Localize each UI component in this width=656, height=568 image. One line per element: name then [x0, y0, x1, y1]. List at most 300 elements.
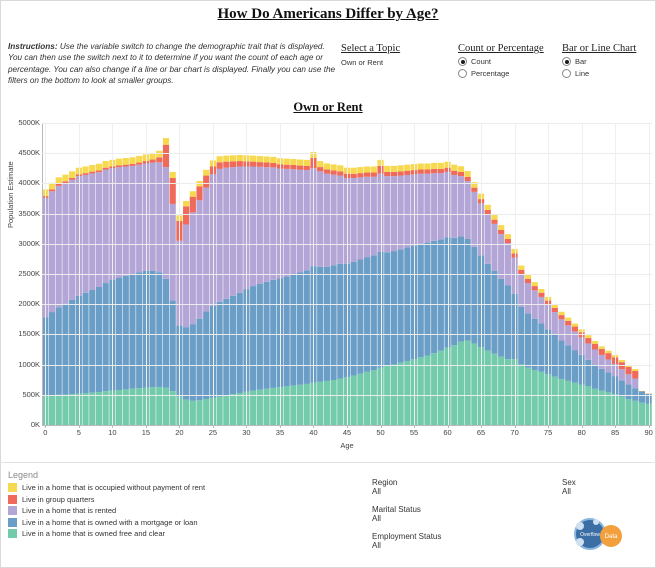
bar-group[interactable] — [62, 175, 68, 425]
bar-segment[interactable] — [558, 340, 564, 379]
bar-segment[interactable] — [525, 275, 531, 279]
bar-group[interactable] — [123, 158, 129, 425]
bar-segment[interactable] — [237, 293, 243, 393]
bar-segment[interactable] — [518, 266, 524, 270]
bar-segment[interactable] — [599, 355, 605, 369]
bar-segment[interactable] — [619, 362, 625, 369]
bar-segment[interactable] — [485, 264, 491, 351]
bar-segment[interactable] — [284, 169, 290, 277]
bar-segment[interactable] — [116, 159, 122, 166]
filters-panel[interactable] — [372, 478, 522, 559]
bar-segment[interactable] — [317, 382, 323, 425]
bar-segment[interactable] — [150, 163, 156, 271]
bar-group[interactable] — [136, 156, 142, 425]
bar-group[interactable] — [116, 159, 122, 425]
bar-segment[interactable] — [451, 171, 457, 175]
bar-group[interactable] — [304, 160, 310, 425]
bar-segment[interactable] — [230, 155, 236, 161]
bar-segment[interactable] — [384, 252, 390, 366]
bar-segment[interactable] — [532, 370, 538, 425]
bar-segment[interactable] — [431, 169, 437, 173]
bar-segment[interactable] — [371, 370, 377, 425]
bar-segment[interactable] — [103, 161, 109, 168]
bar-group[interactable] — [619, 360, 625, 425]
bar-segment[interactable] — [62, 304, 68, 395]
legend-item[interactable] — [8, 506, 338, 515]
bar-segment[interactable] — [605, 351, 611, 353]
bar-segment[interactable] — [82, 293, 88, 393]
bar-segment[interactable] — [404, 361, 410, 425]
bar-segment[interactable] — [357, 173, 363, 177]
bar-segment[interactable] — [190, 401, 196, 425]
bar-segment[interactable] — [69, 180, 75, 300]
radio-option-count[interactable] — [458, 57, 558, 66]
bar-group[interactable] — [505, 234, 511, 425]
bar-segment[interactable] — [605, 353, 611, 359]
bar-group[interactable] — [518, 266, 524, 425]
bar-group[interactable] — [371, 166, 377, 425]
bar-segment[interactable] — [82, 166, 88, 173]
bar-segment[interactable] — [183, 206, 189, 224]
bar-segment[interactable] — [592, 344, 598, 350]
bar-segment[interactable] — [337, 176, 343, 264]
bar-segment[interactable] — [498, 279, 504, 357]
bar-segment[interactable] — [96, 287, 102, 392]
bar-segment[interactable] — [96, 172, 102, 287]
bar-group[interactable] — [196, 181, 202, 425]
bar-segment[interactable] — [284, 159, 290, 165]
bar-segment[interactable] — [163, 279, 169, 388]
bar-segment[interactable] — [505, 359, 511, 425]
bar-segment[interactable] — [337, 171, 343, 175]
bar-segment[interactable] — [290, 165, 296, 169]
bar-segment[interactable] — [639, 391, 645, 402]
bar-segment[interactable] — [183, 327, 189, 399]
bar-segment[interactable] — [129, 157, 135, 164]
bar-segment[interactable] — [418, 170, 424, 174]
bar-segment[interactable] — [565, 321, 571, 326]
bar-segment[interactable] — [163, 388, 169, 425]
bar-segment[interactable] — [203, 399, 209, 425]
bar-segment[interactable] — [552, 308, 558, 312]
bar-group[interactable] — [217, 156, 223, 425]
bar-segment[interactable] — [532, 286, 538, 290]
bar-segment[interactable] — [404, 175, 410, 247]
bar-segment[interactable] — [170, 178, 176, 204]
bar-segment[interactable] — [297, 385, 303, 425]
bar-segment[interactable] — [297, 160, 303, 166]
legend-item[interactable] — [8, 518, 338, 527]
bar-segment[interactable] — [203, 170, 209, 176]
bar-segment[interactable] — [337, 378, 343, 425]
bar-segment[interactable] — [170, 204, 176, 301]
bar-segment[interactable] — [150, 271, 156, 388]
bar-segment[interactable] — [324, 163, 330, 169]
bar-segment[interactable] — [156, 387, 162, 425]
bar-segment[interactable] — [317, 167, 323, 171]
bar-group[interactable] — [150, 153, 156, 425]
bar-segment[interactable] — [331, 164, 337, 170]
bar-group[interactable] — [451, 165, 457, 425]
bar-segment[interactable] — [398, 176, 404, 250]
bar-segment[interactable] — [585, 386, 591, 425]
bar-group[interactable] — [632, 369, 638, 425]
bar-segment[interactable] — [418, 244, 424, 358]
bar-group[interactable] — [364, 166, 370, 425]
bar-segment[interactable] — [103, 391, 109, 425]
bar-segment[interactable] — [297, 166, 303, 170]
bar-group[interactable] — [331, 164, 337, 425]
bar-segment[interactable] — [89, 290, 95, 393]
bar-group[interactable] — [431, 163, 437, 425]
bar-segment[interactable] — [230, 161, 236, 167]
bar-segment[interactable] — [538, 293, 544, 297]
bar-segment[interactable] — [619, 360, 625, 362]
bar-segment[interactable] — [431, 163, 437, 169]
bar-segment[interactable] — [538, 289, 544, 293]
bar-group[interactable] — [438, 163, 444, 425]
bar-segment[interactable] — [558, 319, 564, 340]
bar-segment[interactable] — [324, 170, 330, 174]
bar-group[interactable] — [190, 191, 196, 425]
bar-segment[interactable] — [284, 276, 290, 386]
bar-group[interactable] — [156, 151, 162, 425]
bar-segment[interactable] — [290, 169, 296, 274]
bar-segment[interactable] — [532, 319, 538, 370]
bar-segment[interactable] — [518, 307, 524, 365]
bar-segment[interactable] — [505, 234, 511, 239]
bar-segment[interactable] — [592, 350, 598, 365]
bar-segment[interactable] — [418, 163, 424, 169]
bar-segment[interactable] — [49, 395, 55, 425]
bar-segment[interactable] — [592, 365, 598, 389]
bar-group[interactable] — [297, 160, 303, 425]
bar-segment[interactable] — [424, 356, 430, 425]
bar-segment[interactable] — [284, 386, 290, 425]
bar-segment[interactable] — [297, 272, 303, 384]
bar-segment[interactable] — [485, 205, 491, 210]
bar-segment[interactable] — [156, 162, 162, 272]
bar-segment[interactable] — [190, 197, 196, 213]
bar-group[interactable] — [317, 161, 323, 425]
bar-segment[interactable] — [599, 349, 605, 355]
bar-segment[interactable] — [250, 156, 256, 162]
radio-icon-line[interactable] — [562, 69, 571, 78]
bar-segment[interactable] — [62, 395, 68, 426]
bar-segment[interactable] — [183, 201, 189, 206]
bar-segment[interactable] — [257, 156, 263, 162]
bar-segment[interactable] — [458, 166, 464, 172]
bar-segment[interactable] — [103, 170, 109, 284]
filter-marital-status[interactable] — [372, 505, 522, 523]
bar-segment[interactable] — [371, 255, 377, 370]
filter-marital-status-value[interactable]: All — [372, 514, 381, 523]
bar-group[interactable] — [592, 341, 598, 425]
filter-region-value[interactable]: All — [372, 487, 381, 496]
bar-segment[interactable] — [639, 403, 645, 425]
bar-segment[interactable] — [565, 318, 571, 321]
bar-group[interactable] — [558, 312, 564, 425]
bar-segment[interactable] — [129, 274, 135, 389]
bar-segment[interactable] — [56, 395, 62, 425]
bar-segment[interactable] — [357, 177, 363, 259]
bar-segment[interactable] — [424, 163, 430, 169]
bar-segment[interactable] — [505, 243, 511, 285]
bar-segment[interactable] — [605, 372, 611, 392]
bar-segment[interactable] — [69, 171, 75, 178]
radio-option-line[interactable] — [562, 69, 652, 78]
bar-segment[interactable] — [625, 385, 631, 400]
bar-segment[interactable] — [418, 357, 424, 425]
bar-segment[interactable] — [485, 351, 491, 425]
bar-segment[interactable] — [491, 224, 497, 271]
bar-segment[interactable] — [203, 188, 209, 312]
bar-segment[interactable] — [518, 274, 524, 307]
bar-segment[interactable] — [565, 345, 571, 381]
bar-segment[interactable] — [384, 166, 390, 172]
bar-segment[interactable] — [391, 172, 397, 176]
bar-group[interactable] — [250, 156, 256, 425]
bar-segment[interactable] — [284, 165, 290, 169]
bar-group[interactable] — [538, 289, 544, 425]
bar-segment[interactable] — [625, 367, 631, 374]
bar-segment[interactable] — [230, 296, 236, 394]
bar-segment[interactable] — [364, 177, 370, 257]
bar-segment[interactable] — [525, 313, 531, 367]
bar-group[interactable] — [163, 138, 169, 425]
bar-segment[interactable] — [471, 247, 477, 344]
bar-group[interactable] — [103, 161, 109, 425]
bar-segment[interactable] — [196, 319, 202, 401]
bar-segment[interactable] — [230, 394, 236, 425]
bar-group[interactable] — [485, 205, 491, 425]
bar-segment[interactable] — [183, 224, 189, 327]
bar-segment[interactable] — [498, 357, 504, 425]
bar-segment[interactable] — [150, 160, 156, 163]
bar-segment[interactable] — [190, 324, 196, 401]
bar-segment[interactable] — [317, 161, 323, 167]
bar-segment[interactable] — [331, 265, 337, 380]
bar-segment[interactable] — [384, 172, 390, 176]
bar-segment[interactable] — [585, 335, 591, 338]
bar-segment[interactable] — [304, 384, 310, 425]
bar-segment[interactable] — [56, 186, 62, 307]
filter-region[interactable] — [372, 478, 522, 496]
bar-segment[interactable] — [491, 271, 497, 354]
bar-group[interactable] — [183, 201, 189, 425]
bar-segment[interactable] — [89, 173, 95, 290]
bar-segment[interactable] — [156, 157, 162, 162]
bar-segment[interactable] — [505, 239, 511, 243]
bar-segment[interactable] — [552, 335, 558, 377]
bar-segment[interactable] — [223, 168, 229, 299]
bar-segment[interactable] — [565, 381, 571, 425]
bar-segment[interactable] — [237, 161, 243, 166]
bar-segment[interactable] — [558, 379, 564, 425]
bar-group[interactable] — [605, 351, 611, 425]
bar-segment[interactable] — [223, 156, 229, 162]
bar-segment[interactable] — [190, 191, 196, 196]
bar-segment[interactable] — [398, 165, 404, 171]
bar-group[interactable] — [69, 171, 75, 425]
bar-segment[interactable] — [398, 249, 404, 363]
bar-segment[interactable] — [404, 165, 410, 171]
bar-segment[interactable] — [465, 181, 471, 239]
bar-segment[interactable] — [96, 170, 102, 172]
bar-segment[interactable] — [498, 225, 504, 230]
bar-group[interactable] — [418, 163, 424, 425]
bar-segment[interactable] — [290, 385, 296, 425]
bar-segment[interactable] — [250, 286, 256, 390]
bar-segment[interactable] — [237, 155, 243, 161]
bar-segment[interactable] — [371, 166, 377, 172]
bar-segment[interactable] — [552, 377, 558, 425]
bar-segment[interactable] — [297, 170, 303, 273]
bar-segment[interactable] — [451, 345, 457, 425]
bar-segment[interactable] — [572, 383, 578, 425]
bar-group[interactable] — [491, 215, 497, 425]
bar-segment[interactable] — [552, 312, 558, 335]
bar-group[interactable] — [284, 159, 290, 425]
bar-segment[interactable] — [458, 237, 464, 342]
bar-segment[interactable] — [398, 171, 404, 175]
bar-group[interactable] — [82, 166, 88, 425]
bar-group[interactable] — [585, 335, 591, 425]
bar-segment[interactable] — [424, 170, 430, 174]
bar-segment[interactable] — [337, 264, 343, 379]
bar-segment[interactable] — [250, 162, 256, 167]
bar-segment[interactable] — [196, 186, 202, 200]
bar-segment[interactable] — [625, 374, 631, 384]
bar-segment[interactable] — [357, 167, 363, 173]
bar-segment[interactable] — [572, 327, 578, 332]
bar-group[interactable] — [458, 166, 464, 425]
bar-segment[interactable] — [357, 374, 363, 425]
bar-group[interactable] — [170, 172, 176, 425]
chart-type-control[interactable] — [562, 43, 652, 78]
bar-segment[interactable] — [49, 191, 55, 312]
bar-segment[interactable] — [96, 392, 102, 425]
bar-segment[interactable] — [250, 166, 256, 286]
bar-segment[interactable] — [458, 176, 464, 236]
radio-option-bar[interactable] — [562, 57, 652, 66]
bar-segment[interactable] — [465, 340, 471, 425]
bar-segment[interactable] — [217, 156, 223, 162]
bar-segment[interactable] — [230, 167, 236, 296]
bar-segment[interactable] — [558, 315, 564, 319]
bar-segment[interactable] — [491, 220, 497, 224]
bar-segment[interactable] — [324, 174, 330, 267]
bar-segment[interactable] — [129, 164, 135, 166]
bar-segment[interactable] — [438, 163, 444, 169]
bar-group[interactable] — [384, 166, 390, 425]
bar-segment[interactable] — [331, 170, 337, 174]
bar-segment[interactable] — [431, 241, 437, 353]
bar-segment[interactable] — [331, 380, 337, 425]
bar-segment[interactable] — [599, 346, 605, 349]
bar-segment[interactable] — [351, 178, 357, 262]
bar-group[interactable] — [351, 168, 357, 425]
radio-icon-bar[interactable] — [562, 57, 571, 66]
bar-segment[interactable] — [257, 284, 263, 390]
bar-group[interactable] — [391, 166, 397, 425]
bar-segment[interactable] — [351, 174, 357, 178]
bar-segment[interactable] — [56, 307, 62, 395]
bar-segment[interactable] — [257, 162, 263, 167]
bar-segment[interactable] — [538, 372, 544, 425]
bar-segment[interactable] — [351, 375, 357, 425]
bar-segment[interactable] — [465, 177, 471, 181]
bar-segment[interactable] — [170, 391, 176, 425]
bar-segment[interactable] — [619, 369, 625, 380]
bar-segment[interactable] — [532, 282, 538, 286]
bar-segment[interactable] — [465, 239, 471, 340]
bar-segment[interactable] — [525, 368, 531, 425]
bar-segment[interactable] — [96, 164, 102, 171]
bar-segment[interactable] — [357, 260, 363, 374]
bar-group[interactable] — [203, 170, 209, 425]
bar-segment[interactable] — [304, 270, 310, 384]
bar-group[interactable] — [398, 165, 404, 425]
bar-segment[interactable] — [304, 160, 310, 166]
bar-segment[interactable] — [223, 395, 229, 425]
bar-group[interactable] — [639, 391, 645, 425]
legend-item[interactable] — [8, 495, 338, 504]
bar-segment[interactable] — [89, 165, 95, 172]
bar-segment[interactable] — [438, 169, 444, 173]
bar-segment[interactable] — [585, 343, 591, 359]
bar-segment[interactable] — [237, 393, 243, 425]
bar-segment[interactable] — [69, 300, 75, 394]
bar-segment[interactable] — [351, 262, 357, 376]
bar-segment[interactable] — [190, 212, 196, 324]
bar-segment[interactable] — [217, 397, 223, 425]
bar-segment[interactable] — [471, 188, 477, 192]
bar-segment[interactable] — [592, 341, 598, 344]
bar-group[interactable] — [572, 324, 578, 425]
radio-option-percentage[interactable] — [458, 69, 558, 78]
bar-segment[interactable] — [163, 138, 169, 145]
bar-group[interactable] — [96, 164, 102, 425]
topic-selected-value[interactable]: Own or Rent — [341, 58, 384, 67]
bar-segment[interactable] — [89, 393, 95, 425]
bar-segment[interactable] — [619, 397, 625, 425]
bar-segment[interactable] — [62, 175, 68, 182]
bar-segment[interactable] — [150, 387, 156, 425]
bar-segment[interactable] — [136, 272, 142, 388]
bar-segment[interactable] — [458, 342, 464, 425]
bar-group[interactable] — [129, 157, 135, 425]
bar-segment[interactable] — [558, 312, 564, 315]
bar-segment[interactable] — [263, 163, 269, 168]
bar-segment[interactable] — [123, 158, 129, 165]
bar-segment[interactable] — [217, 169, 223, 302]
bar-segment[interactable] — [391, 251, 397, 365]
bar-segment[interactable] — [82, 393, 88, 425]
bar-segment[interactable] — [203, 311, 209, 399]
bar-group[interactable] — [230, 155, 236, 425]
bar-segment[interactable] — [351, 168, 357, 174]
bar-segment[interactable] — [324, 381, 330, 425]
bar-segment[interactable] — [572, 350, 578, 383]
bar-segment[interactable] — [391, 166, 397, 172]
topic-control[interactable] — [341, 43, 449, 67]
bar-segment[interactable] — [136, 165, 142, 273]
bar-segment[interactable] — [129, 166, 135, 274]
bar-segment[interactable] — [491, 215, 497, 220]
bar-segment[interactable] — [451, 165, 457, 171]
radio-icon-percentage[interactable] — [458, 69, 467, 78]
